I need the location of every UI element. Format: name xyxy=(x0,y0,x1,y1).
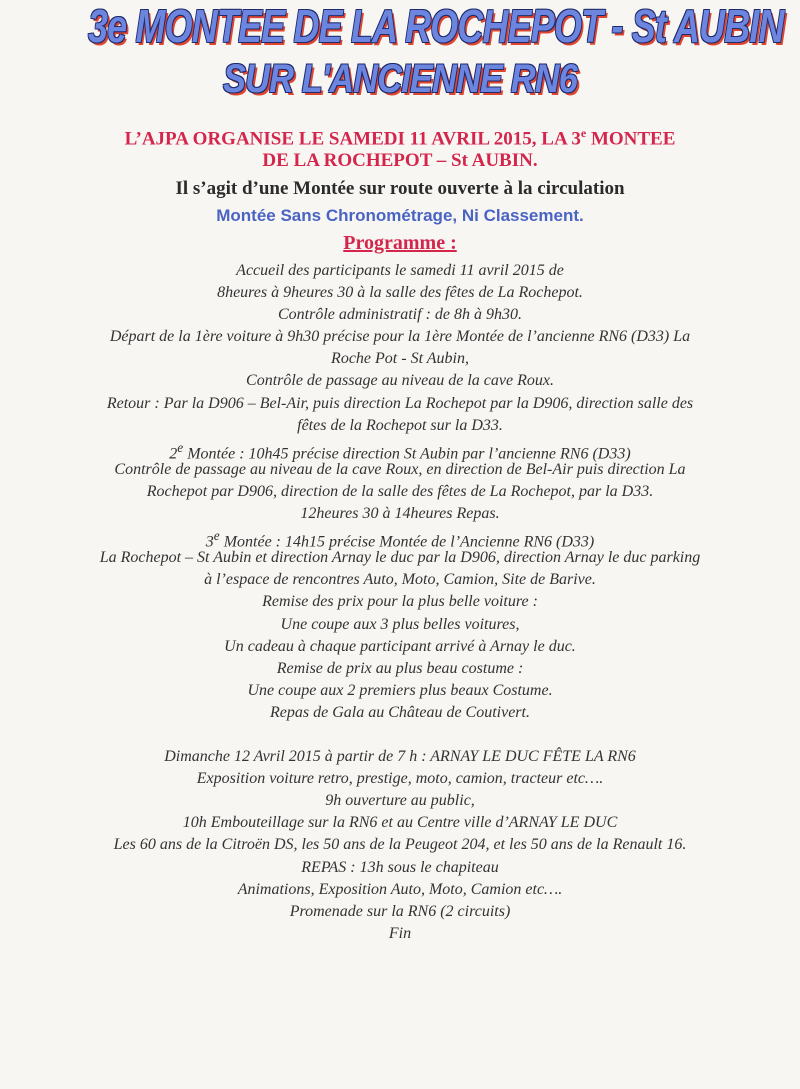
programme-line: Contrôle de passage au niveau de la cave Roux, en direction de Bel-Air puis direction La xyxy=(114,460,686,478)
programme-line: Exposition voiture retro, prestige, moto, camion, tracteur etc…. xyxy=(196,770,604,788)
paragraph-gap xyxy=(20,724,780,746)
programme-line: Départ de la 1ère voiture à 9h30 précise pour la 1ère Montée de l’ancienne RN6 (D33) La xyxy=(109,328,691,346)
announcement-line-2: DE LA ROCHEPOT – St AUBIN. xyxy=(262,150,538,171)
programme-line: 9h ouverture au public, xyxy=(325,792,475,810)
programme-line: Animations, Exposition Auto, Moto, Camion etc…. xyxy=(237,880,563,898)
programme-line: Contrôle de passage au niveau de la cave Roux. xyxy=(246,372,554,390)
programme-line: La Rochepot – St Aubin et direction Arnay le duc par la D906, direction Arnay le duc parking xyxy=(99,549,701,567)
programme-line: Fin xyxy=(388,924,412,942)
programme-line: Remise de prix au plus beau costume : xyxy=(276,659,524,677)
programme-line: Une coupe aux 3 plus belles voitures, xyxy=(280,615,520,633)
programme-body xyxy=(20,260,780,945)
programme-line: fêtes de la Rochepot sur la D33. xyxy=(297,416,503,434)
no-timing-notice: Montée Sans Chronométrage, Ni Classement. xyxy=(216,206,584,225)
programme-line: 8heures à 9heures 30 à la salle des fêtes de La Rochepot. xyxy=(217,284,583,302)
programme-line: Promenade sur la RN6 (2 circuits) xyxy=(289,902,511,920)
programme-line: Repas de Gala au Château de Coutivert. xyxy=(270,703,530,721)
banner-subtitle: SUR L'ANCIENNE RN6 xyxy=(223,57,577,101)
programme-line: Remise des prix pour la plus belle voiture : xyxy=(262,593,538,611)
open-road-notice: Il s’agit d’une Montée sur route ouverte à la circulation xyxy=(175,178,625,199)
programme-line: Retour : Par la D906 – Bel-Air, puis direction La Rochepot par la D906, direction salle des xyxy=(106,394,694,412)
programme-line: Rochepot par D906, direction de la salle des fêtes de La Rochepot, par la D33. xyxy=(146,482,654,500)
banner-title: 3e MONTEE DE LA ROCHEPOT - St AUBIN xyxy=(88,0,784,52)
programme-line: Les 60 ans de la Citroën DS, les 50 ans de la Peugeot 204, et les 50 ans de la Renault 16. xyxy=(113,836,687,854)
programme-line: à l’espace de rencontres Auto, Moto, Camion, Site de Barive. xyxy=(204,571,596,589)
programme-line: Contrôle administratif : de 8h à 9h30. xyxy=(278,306,522,324)
programme-line: Un cadeau à chaque participant arrivé à Arnay le duc. xyxy=(224,637,576,655)
programme-heading: Programme : xyxy=(343,232,457,254)
programme-line: 2e Montée : 10h45 précise direction St Aubin par l’ancienne RN6 (D33) xyxy=(169,439,631,463)
programme-line: Accueil des participants le samedi 11 avril 2015 de xyxy=(236,262,564,279)
programme-line: 10h Embouteillage sur la RN6 et au Centre ville d’ARNAY LE DUC xyxy=(182,814,618,832)
programme-line: Roche Pot - St Aubin, xyxy=(331,350,469,368)
announcement-line-1: L’AJPA ORGANISE LE SAMEDI 11 AVRIL 2015, LA 3e MONTEE xyxy=(124,126,676,150)
programme-line: REPAS : 13h sous le chapiteau xyxy=(301,858,499,876)
programme-line: 12heures 30 à 14heures Repas. xyxy=(300,505,500,523)
programme-line: Une coupe aux 2 premiers plus beaux Costume. xyxy=(247,681,553,699)
programme-line: Dimanche 12 Avril 2015 à partir de 7 h : ARNAY LE DUC FÊTE LA RN6 xyxy=(164,748,636,766)
programme-line: 3e Montée : 14h15 précise Montée de l’Ancienne RN6 (D33) xyxy=(205,528,595,551)
